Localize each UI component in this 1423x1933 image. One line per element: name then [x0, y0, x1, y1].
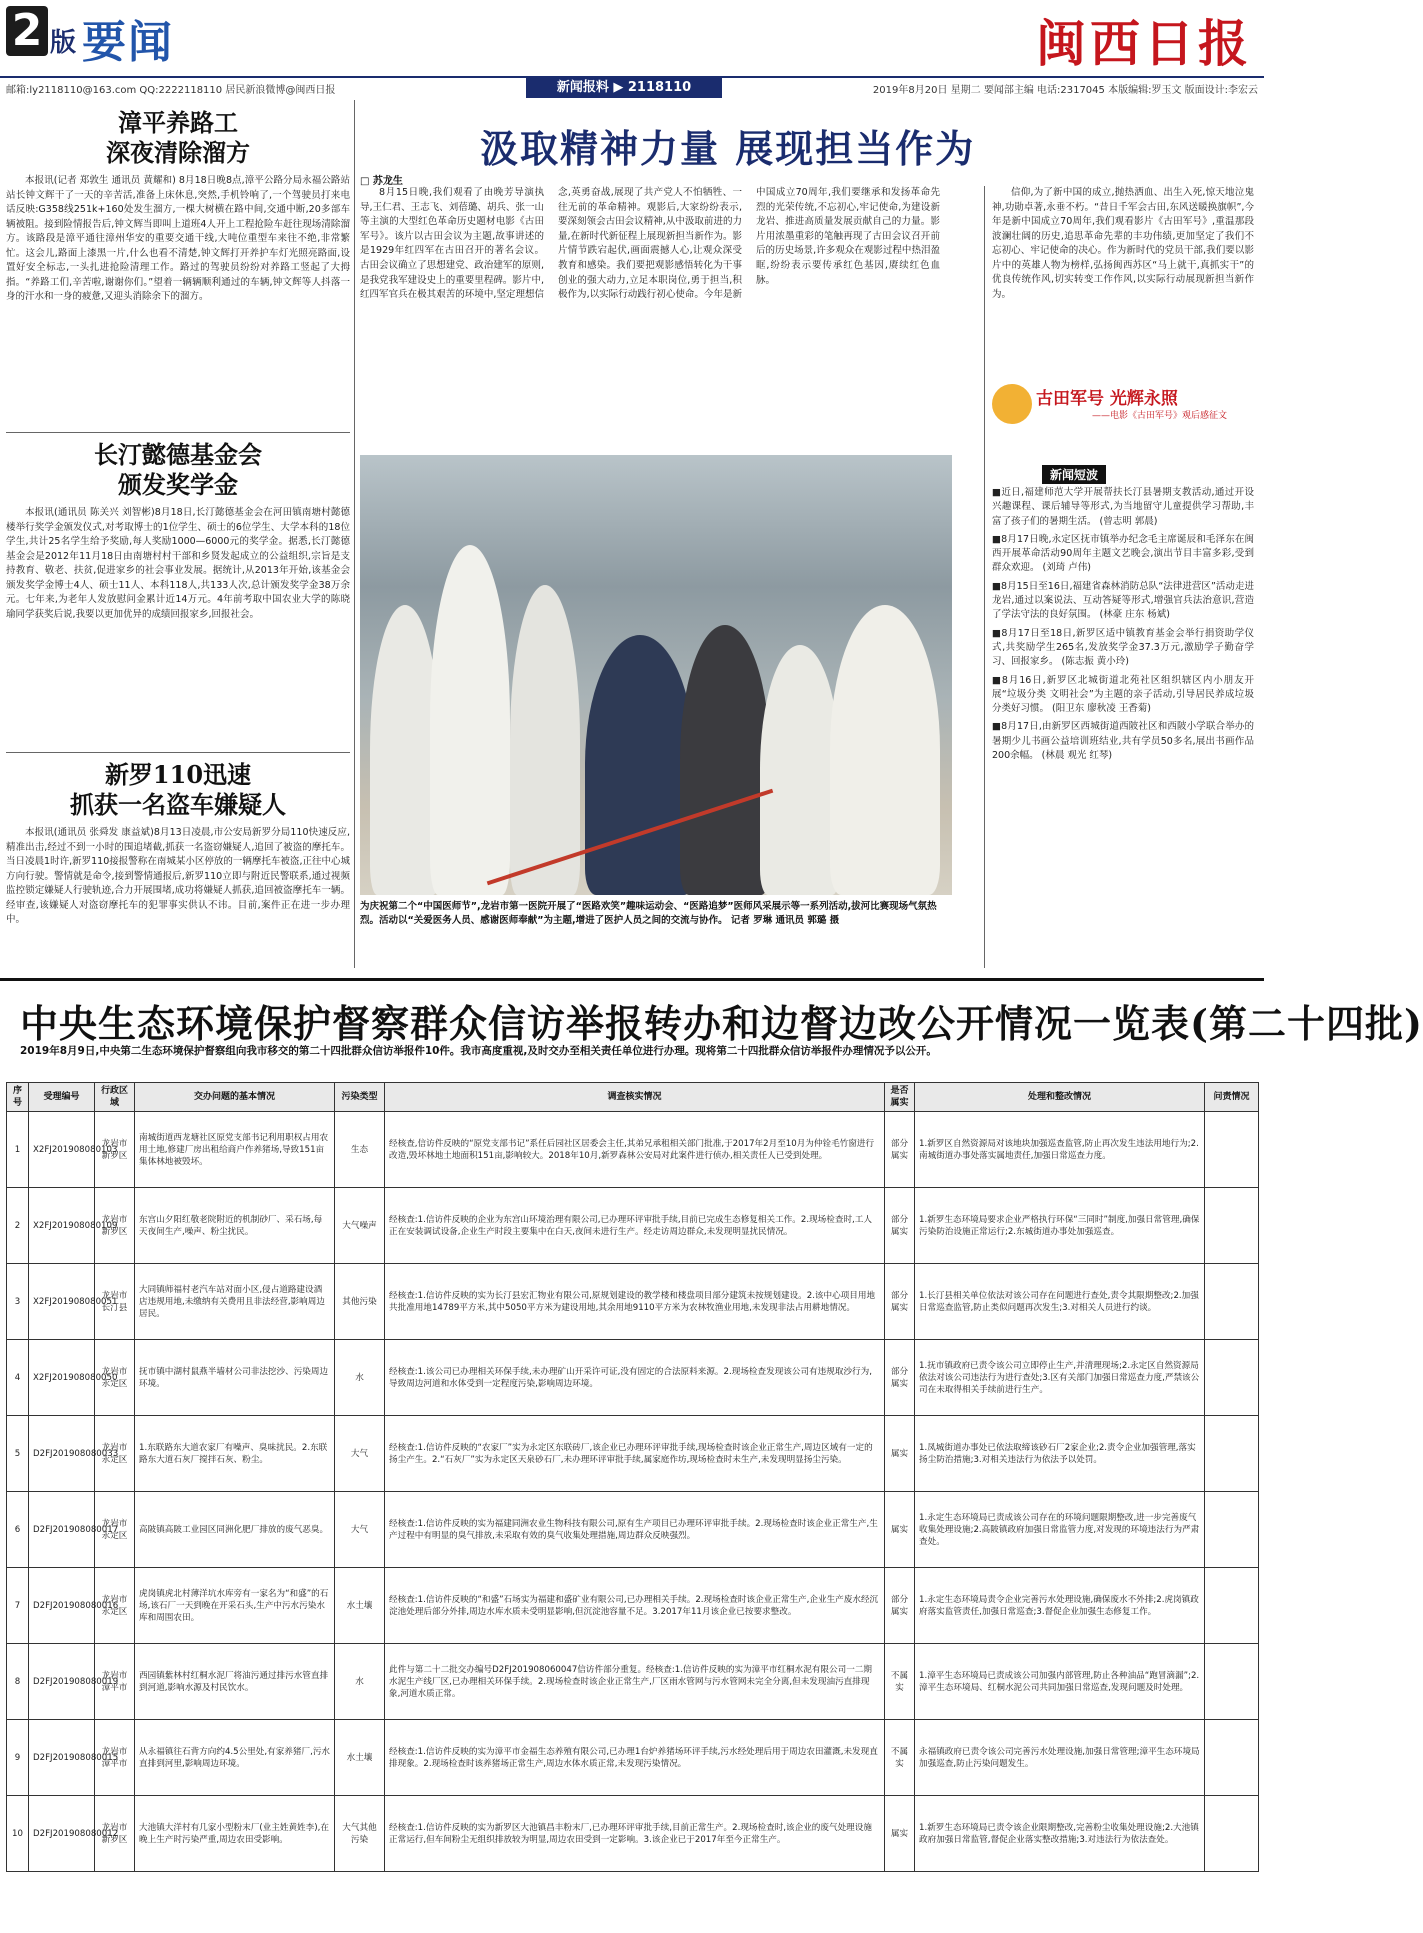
cell-issue: 从永福镇往石背方向约4.5公里处,有家养猪厂,污水直排到河里,影响周边环境。 — [135, 1720, 335, 1796]
cell-handling: 1.新罗生态环境局要求企业严格执行环保“三同时”制度,加强日常管理,确保污染防治设施正常运行;2.东城街道办事处加强巡查。 — [915, 1188, 1205, 1264]
cell-type: 大气其他污染 — [335, 1796, 385, 1872]
cell-region: 龙岩市永定区 — [95, 1492, 135, 1568]
table-title: 中央生态环境保护督察群众信访举报转办和边督边改公开情况一览表(第二十四批) — [20, 1001, 1423, 1046]
brief-item: ■8月17日至18日,新罗区适中镇教育基金会举行捐资助学仪式,共奖励学生265名,发放奖学金37.3万元,激励学子勤奋学习、回报家乡。 (陈志振 黄小玲) — [992, 627, 1254, 668]
cell-code: D2FJ201908080015 — [29, 1720, 95, 1796]
cell-region: 龙岩市新罗区 — [95, 1112, 135, 1188]
cell-type: 水土壤 — [335, 1720, 385, 1796]
story-police — [6, 760, 350, 928]
essay-contest-banner — [992, 384, 1254, 424]
issue-info: 2019年8月20日 星期二 要闻部主编 电话:2317045 本版编辑:罗玉文 版面设计:李宏云 — [872, 85, 1258, 96]
cell-handling: 1.新罗区自然资源局对该地块加强巡查监管,防止再次发生违法用地行为;2.南城街道办事处落实属地责任,加强日常巡查力度。 — [915, 1112, 1205, 1188]
cell-true: 部分属实 — [885, 1340, 915, 1416]
table-row — [7, 1188, 1259, 1264]
news-briefs — [992, 486, 1254, 767]
cell-type: 大气 — [335, 1416, 385, 1492]
section-divider — [0, 978, 1264, 981]
cell-account — [1205, 1188, 1259, 1264]
cell-region: 龙岩市漳平市 — [95, 1644, 135, 1720]
cell-issue: 高陂镇高陂工业园区同洲化肥厂排放的废气恶臭。 — [135, 1492, 335, 1568]
brief-item: ■近日,福建师范大学开展帮扶长汀县暑期支教活动,通过开设兴趣课程、课后辅导等形式,为当地留守儿童提供学习帮助,丰富了孩子们的暑期生活。 (曾志明 郭晨) — [992, 487, 1254, 527]
cell-no: 2 — [7, 1188, 29, 1264]
story-scholarship — [6, 440, 350, 622]
photo-figure — [585, 635, 695, 895]
bugle-icon — [992, 384, 1032, 424]
cell-region: 龙岩市新罗区 — [95, 1188, 135, 1264]
cell-finding: 经核查:1.该公司已办理相关环保手续,未办理矿山开采许可证,没有固定的合法原料来源。2.现场检查发现该公司有违规取沙行为,导致周边河道和水体受到一定程度污染,影响周边环境。 — [385, 1340, 885, 1416]
header-handling: 处理和整改情况 — [915, 1083, 1205, 1112]
table-intro: 2019年8月9日,中央第二生态环境保护督察组向我市移交的第二十四批群众信访举报件10件。我市高度重视,及时交办至相关责任单位进行办理。现将第二十四批群众信访举报件办理情况予以公开。 — [20, 1045, 937, 1057]
divider — [6, 432, 350, 433]
newspaper-logo: 闽西日报 — [1036, 14, 1252, 73]
contact-info: 邮箱:ly2118110@163.com QQ:2222118110 居民新浪微博@闽西日报 — [6, 85, 336, 96]
cell-code: X2FJ201908080051 — [29, 1264, 95, 1340]
tug-of-war-photo — [360, 455, 952, 895]
cell-no: 6 — [7, 1492, 29, 1568]
cell-handling: 永福镇政府已责令该公司完善污水处理设施,加强日常管理;漳平生态环境局加强巡查,防止污染问题发生。 — [915, 1720, 1205, 1796]
cell-issue: 西园镇紫林村红桐水泥厂将油污通过排污水管直排到河道,影响水源及村民饮水。 — [135, 1644, 335, 1720]
photo-figure — [430, 545, 510, 895]
cell-region: 龙岩市漳平市 — [95, 1720, 135, 1796]
cell-account — [1205, 1492, 1259, 1568]
cell-no: 1 — [7, 1112, 29, 1188]
story-body: 本报讯(记者 郑敦生 通讯员 黄耀和) 8月18日晚8点,漳平公路分局永福公路站站长钟文辉干了一天的辛苦活,准备上床休息,突然,手机铃响了,一个驾驶员打来电话反映:G358线251k+160处发生溜方,一棵大树横在路中间,交通中断,20多部车辆被阻。接到险情报告后,钟文辉当即叫上道班4人开上工程抢险车赶往现场清除溜方。该路段是漳平通往漳州华安的重要交通干线,大吨位重型车来往不绝,非常繁忙。这会儿,路面上漆黑一片,什么也看不清楚,钟文辉打开养护车灯光照亮路面,设置好安全标志,一头扎进抢险清理工作。路过的驾驶员纷纷对养路工竖起了大拇指。“养路工们,辛苦啦,谢谢你们。”望着一辆辆顺利通过的车辆,钟文辉等人抖落一身的汗水和一身的疲惫,又迎头消除余下的溜方。 — [6, 175, 350, 302]
cell-no: 8 — [7, 1644, 29, 1720]
cell-issue: 大池镇大洋村有几家小型粉末厂(业主姓黄姓李),在晚上生产时污染严重,周边农田受影响。 — [135, 1796, 335, 1872]
cell-type: 大气噪声 — [335, 1188, 385, 1264]
cell-code: D2FJ201908080019 — [29, 1644, 95, 1720]
cell-account — [1205, 1720, 1259, 1796]
info-bar — [0, 76, 1264, 96]
cell-account — [1205, 1796, 1259, 1872]
cell-no: 9 — [7, 1720, 29, 1796]
brief-item: ■8月17日,由新罗区西城街道西陂社区和西陂小学联合举办的暑期少儿书画公益培训班结业,共有学员50多名,展出书画作品200余幅。 (林晨 观光 红琴) — [992, 721, 1254, 762]
cell-account — [1205, 1340, 1259, 1416]
cell-account — [1205, 1568, 1259, 1644]
cell-handling: 1.抚市镇政府已责令该公司立即停止生产,并清理现场;2.永定区自然资源局依法对该公司违法行为进行查处;3.区有关部门加强日常巡查力度,严禁该公司在未取得相关手续前进行生产。 — [915, 1340, 1205, 1416]
table-row — [7, 1796, 1259, 1872]
banner-subtitle: ——电影《古田军号》观后感征文 — [1092, 411, 1228, 421]
header-issue: 交办问题的基本情况 — [135, 1083, 335, 1112]
table-row — [7, 1720, 1259, 1796]
story-road-workers — [6, 108, 350, 305]
cell-handling: 1.新罗生态环境局已责令该企业限期整改,完善粉尘收集处理设施;2.大池镇政府加强日常监管,督促企业落实整改措施;3.对违法行为依法查处。 — [915, 1796, 1205, 1872]
cell-finding: 经核查,信访件反映的“原党支部书记”系任后园社区居委会主任,其弟兄承租相关部门批准,于2017年2月至10月为仲铨毛竹窗进行改造,毁坏林地土地面积151亩,影响较大。2018年10月,新罗森林公安局对此案件进行侦办,相关责任人已受到处理。 — [385, 1112, 885, 1188]
cell-account — [1205, 1112, 1259, 1188]
photo-figure — [760, 645, 840, 895]
cell-issue: 南城街道西龙塘社区原党支部书记利用职权占用农用土地,修建厂房出租给商户作养猪场,导致151亩集体林地被毁坏。 — [135, 1112, 335, 1188]
cell-true: 不属实 — [885, 1720, 915, 1796]
cell-type: 其他污染 — [335, 1264, 385, 1340]
header-type: 污染类型 — [335, 1083, 385, 1112]
cell-no: 5 — [7, 1416, 29, 1492]
table-row — [7, 1568, 1259, 1644]
table-row — [7, 1264, 1259, 1340]
divider — [6, 752, 350, 753]
cell-handling: 1.永定生态环境局已责成该公司存在的环境问题限期整改,进一步完善废气收集处理设施;2.高陂镇政府加强日常监管力度,对发现的环境违法行为严肃查处。 — [915, 1492, 1205, 1568]
cell-true: 部分属实 — [885, 1568, 915, 1644]
cell-true: 属实 — [885, 1492, 915, 1568]
cell-handling: 1.长汀县相关单位依法对该公司存在问题进行查处,责令其限期整改;2.加强日常巡查监管,防止类似问题再次发生;3.对相关人员进行约谈。 — [915, 1264, 1205, 1340]
cell-issue: 大同镇师福村老汽车站对面小区,侵占道路建设酒店违规用地,未缴纳有关费用且非法经营,影响周边居民。 — [135, 1264, 335, 1340]
cell-account — [1205, 1416, 1259, 1492]
cell-code: X2FJ201908080103 — [29, 1112, 95, 1188]
cell-issue: 抚市镇中湖村鼠燕半墙材公司非法挖沙、污染周边环境。 — [135, 1340, 335, 1416]
cell-region: 龙岩市永定区 — [95, 1568, 135, 1644]
cell-handling: 1.永定生态环境局责令企业完善污水处理设施,确保废水不外排;2.虎岗镇政府落实监管责任,加强日常巡查;3.督促企业加强生态修复工作。 — [915, 1568, 1205, 1644]
story-body: 本报讯(通讯员 张舜发 康益斌)8月13日凌晨,市公安局新罗分局110快速反应,精准出击,经过不到一小时的围追堵截,抓获一名盗窃嫌疑人,追回了被盗的摩托车。当日凌晨1时许,新罗110接报警称在南城某小区停放的一辆摩托车被盗,正往中心城方向行驶。警情就是命令,接到警情通报后,新罗110立即与附近民警联系,通过视频监控锁定嫌疑人行驶轨迹,合力开展围堵,成功将嫌疑人抓获,追回被盗摩托车一辆。经审查,该嫌疑人对盗窃摩托车的犯罪事实供认不讳。目前,案件正在进一步办理中。 — [6, 827, 350, 925]
cell-no: 4 — [7, 1340, 29, 1416]
news-briefs-heading: 新闻短波 — [1042, 465, 1106, 484]
table-row — [7, 1644, 1259, 1720]
cell-true: 属实 — [885, 1416, 915, 1492]
main-article-continued: 信仰,为了新中国的成立,抛热洒血、出生入死,惊天地泣鬼神,功勋卓著,永垂不朽。“昔日千军会古田,东风送暖换旗帜”,今年是新中国成立70周年,我们观看影片《古田军号》,重温那段波澜壮阔的历史,追思革命先辈的丰功伟绩,更加坚定了我们不忘初心、牢记使命的决心。作为新时代的党员干部,我们要以影片中的英雄人物为榜样,弘扬闽西苏区“马上就干,真抓实干”的优良传统作风,切实转变工作作风,以实际行动展现新担当新作为。 — [992, 187, 1254, 300]
table-row — [7, 1340, 1259, 1416]
petition-table — [6, 1082, 1259, 1872]
cell-region: 龙岩市长汀县 — [95, 1264, 135, 1340]
header-account: 问责情况 — [1205, 1083, 1259, 1112]
section-title: 要闻 — [82, 17, 174, 68]
cell-region: 龙岩市永定区 — [95, 1416, 135, 1492]
cell-finding: 经核查:1.信访件反映的企业为东宫山环境治理有限公司,已办理环评审批手续,目前已完成生态修复相关工作。2.现场检查时,工人正在安装调试设备,企业生产时段主要集中在白天,夜间未进行生产。经走访周边群众,未发现明显扰民情况。 — [385, 1188, 885, 1264]
column-rule — [354, 100, 355, 968]
story-title: 长汀懿德基金会 颁发奖学金 — [94, 440, 262, 499]
cell-account — [1205, 1264, 1259, 1340]
brief-item: ■8月16日,新罗区北城街道北苑社区组织辖区内小朋友开展“垃圾分类 文明社会”为主题的亲子活动,引导居民养成垃圾分类好习惯。 (阳卫东 廖秋凌 王香菊) — [992, 674, 1254, 715]
main-headline: 汲取精神力量 展现担当作为 — [480, 126, 976, 171]
cell-true: 部分属实 — [885, 1264, 915, 1340]
cell-no: 7 — [7, 1568, 29, 1644]
cell-code: D2FJ201908080033 — [29, 1416, 95, 1492]
news-hotline: 新闻报料 ▶ 2118110 — [526, 78, 722, 98]
header-finding: 调查核实情况 — [385, 1083, 885, 1112]
cell-no: 10 — [7, 1796, 29, 1872]
cell-code: D2FJ201908080017 — [29, 1492, 95, 1568]
main-article-body: 8月15日晚,我们观看了由晚芳导演执导,王仁君、王志飞、刘蓓璐、胡兵、张一山等主演的大型红色革命历史题材电影《古田军号》。该片以古田会议为主题,故事讲述的是1929年红四军在古田召开的著名会议。古田会议确立了思想建党、政治建军的原则,是我党我军建设史上的重要里程碑。影片中,红四军官兵在极其艰苦的环境中,坚定理想信念,英勇奋战,展现了共产党人不怕牺牲、一往无前的革命精神。观影后,大家纷纷表示,要深刻领会古田会议精神,从中汲取前进的力量,在新时代新征程上展现新担当新作为。影片情节跌宕起伏,画面震撼人心,让观众深受教育和感染。我们要把观影感悟转化为干事创业的强大动力,立足本职岗位,勇于担当,积极作为,以实际行动践行初心使命。今年是新中国成立70周年,我们要继承和发扬革命先烈的光荣传统,不忘初心,牢记使命,为建设新龙岩、推进高质量发展贡献自己的力量。影片用浓墨重彩的笔触再现了古田会议召开前后的历史场景,许多观众在观影过程中热泪盈眶,纷纷表示要传承红色基因,赓续红色血脉。 — [360, 187, 940, 301]
header-code: 受理编号 — [29, 1083, 95, 1112]
cell-type: 水 — [335, 1340, 385, 1416]
cell-finding: 经核查:1.信访件反映的实为长汀县宏汇物业有限公司,原规划建设的教学楼和楼盘项目部分建筑未按规划建设。2.该中心项目用地共批准用地14789平方米,其中5050平方米为建设用地,其余用地9110平方米为农林牧渔业用地,未发现非法占用耕地情况。 — [385, 1264, 885, 1340]
table-row — [7, 1112, 1259, 1188]
cell-issue: 虎岗镇虎北村薄洋坑水库旁有一家名为“和盛”的石场,该石厂一天到晚在开采石头,生产中污水污染水库和周围农田。 — [135, 1568, 335, 1644]
cell-true: 不属实 — [885, 1644, 915, 1720]
table-header-row — [7, 1083, 1259, 1112]
cell-code: X2FJ201908080109 — [29, 1188, 95, 1264]
photo-figure — [510, 585, 580, 895]
cell-type: 水 — [335, 1644, 385, 1720]
table-row — [7, 1492, 1259, 1568]
cell-finding: 经核查:1.信访件反映的“农家厂”实为永定区东联砖厂,该企业已办理环评审批手续,现场检查时该企业正常生产,周边区域有一定的扬尘产生。2.“石灰厂”实为永定区天泉砂石厂,未办理环评审批手续,属家庭作坊,现场检查时未生产,未发现明显扬尘污染。 — [385, 1416, 885, 1492]
cell-type: 生态 — [335, 1112, 385, 1188]
story-body: 本报讯(通讯员 陈关兴 刘智彬)8月18日,长汀懿德基金会在河田镇南塘村懿德楼举行奖学金颁发仪式,对考取博士的1位学生、硕士的6位学生、大学本科的18位学生,共计25名学生给予奖励,每人奖励1000—6000元的奖学金。据悉,长汀懿德基金会是2012年11月18日由南塘村村干部和乡贤发起成立的公益组织,宗旨是支持教育、敬老、扶贫,促进家乡的社会事业发展。据统计,从2013年开始,该基金会颁发奖学金博士4人、硕士11人、本科118人,共133人次,总计颁发奖学金38万余元。七年来,为老年人发放慰问金累计近14万元。4年前考取中国农业大学的陈晓瑜同学获奖后说,我要以更加优异的成绩回报家乡,回报社会。 — [6, 507, 350, 620]
photo-figure — [830, 605, 940, 895]
page-ban-label: 版 — [50, 28, 77, 58]
cell-true: 属实 — [885, 1796, 915, 1872]
cell-region: 龙岩市新罗区 — [95, 1796, 135, 1872]
cell-finding: 经核查:1.信访件反映的实为新罗区大池镇昌丰粉末厂,已办理环评审批手续,目前正常生产。2.现场检查时,该企业的废气处理设施正常运行,但车间粉尘无组织排放较为明显,周边农田受到一定影响。3.该企业已于2017年至今正常生产。 — [385, 1796, 885, 1872]
header-true: 是否属实 — [885, 1083, 915, 1112]
cell-handling: 1.漳平生态环境局已责成该公司加强内部管理,防止各种油品“跑冒滴漏”;2.漳平生态环境局、红桐水泥公司共同加强日常巡查,发现问题及时处理。 — [915, 1644, 1205, 1720]
cell-code: D2FJ201908080016 — [29, 1568, 95, 1644]
photo-figure — [680, 625, 770, 895]
cell-account — [1205, 1644, 1259, 1720]
cell-code: X2FJ201908080050 — [29, 1340, 95, 1416]
header-region: 行政区域 — [95, 1083, 135, 1112]
cell-true: 部分属实 — [885, 1188, 915, 1264]
story-title: 漳平养路工 深夜清除溜方 — [106, 108, 250, 167]
main-byline: □ 苏龙生 — [360, 176, 403, 187]
cell-no: 3 — [7, 1264, 29, 1340]
cell-handling: 1.凤城街道办事处已依法取缔该砂石厂2家企业;2.责令企业加强管理,落实扬尘防治措施;3.对相关违法行为依法予以处罚。 — [915, 1416, 1205, 1492]
page-number-badge: 2 — [6, 6, 48, 56]
photo-caption: 为庆祝第二个“中国医师节”,龙岩市第一医院开展了“医路欢笑”趣味运动会、“医路追梦”医师风采展示等一系列活动,拔河比赛现场气氛热烈。活动以“关爱医务人员、感谢医师奉献”为主题,增进了医护人员之间的交流与协作。 记者 罗琳 通讯员 郭璐 摄 — [360, 901, 937, 926]
cell-finding: 经核查:1.信访件反映的实为福建同洲农业生物科技有限公司,原有生产项目已办理环评审批手续。2.现场检查时该企业正常生产,生产过程中有明显的臭气排放,未采取有效的臭气收集处理措施,周边群众反映强烈。 — [385, 1492, 885, 1568]
table-row — [7, 1416, 1259, 1492]
cell-finding: 此件与第二十二批交办编号D2FJ201908060047信访件部分重复。经核查:1.信访件反映的实为漳平市红桐水泥有限公司一二期水泥生产线厂区,已办理相关环保手续。2.现场检查时该企业正常生产,厂区雨水管网与污水管网未完全分离,但未发现油污直排现象,河道水质正常。 — [385, 1644, 885, 1720]
cell-issue: 1.东联路东大道农家厂有噪声、臭味扰民。2.东联路东大道石灰厂搅拌石灰、粉尘。 — [135, 1416, 335, 1492]
cell-region: 龙岩市永定区 — [95, 1340, 135, 1416]
brief-item: ■8月17日晚,永定区抚市镇举办纪念毛主席诞辰和毛泽东在闽西开展革命活动90周年主题文艺晚会,演出节目丰富多彩,受到群众欢迎。 (刘琦 卢伟) — [992, 533, 1254, 574]
cell-issue: 东宫山夕阳红敬老院附近的机制砂厂、采石场,每天夜间生产,噪声、粉尘扰民。 — [135, 1188, 335, 1264]
column-rule — [984, 186, 985, 968]
brief-item: ■8月15日至16日,福建省森林消防总队“法律进营区”活动走进龙岩,通过以案说法、互动答疑等形式,增强官兵法治意识,营造了学法守法的良好氛围。 (林豪 庄东 杨斌) — [992, 580, 1254, 621]
cell-true: 部分属实 — [885, 1112, 915, 1188]
cell-code: D2FJ201908080012 — [29, 1796, 95, 1872]
cell-type: 水土壤 — [335, 1568, 385, 1644]
story-title: 新罗110迅速 抓获一名盗车嫌疑人 — [70, 760, 286, 819]
cell-type: 大气 — [335, 1492, 385, 1568]
cell-finding: 经核查:1.信访件反映的实为漳平市金福生态养殖有限公司,已办理1台炉养猪场环评手续,污水经处理后用于周边农田灌溉,未发现直排现象。2.现场检查时该养猪场正常生产,周边水体水质正常,未发现污染情况。 — [385, 1720, 885, 1796]
banner-title: 古田军号 光辉永照 — [1036, 389, 1178, 409]
cell-finding: 经核查:1.信访件反映的“和盛”石场实为福建和盛矿业有限公司,已办理相关手续。2.现场检查时该企业正常生产,企业生产废水经沉淀池处理后部分外排,周边水库水质未受明显影响,但沉淀池容量不足。3.2017年11月该企业已按要求整改。 — [385, 1568, 885, 1644]
header-no: 序号 — [7, 1083, 29, 1112]
